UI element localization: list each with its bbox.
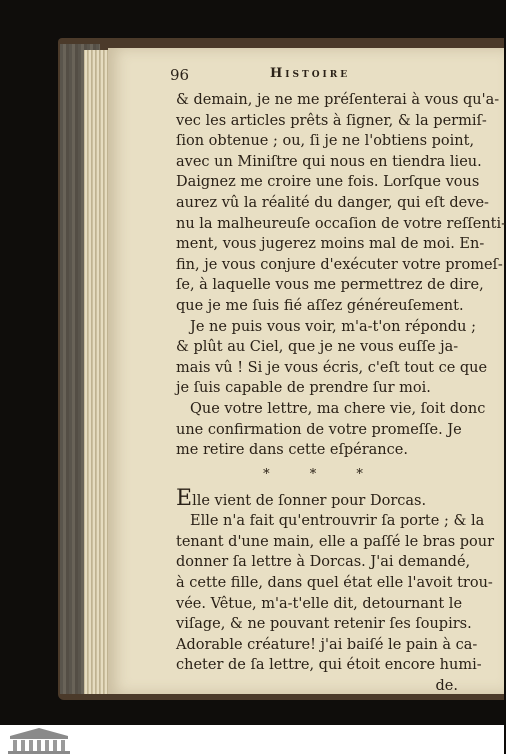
section-separator: * * * — [263, 466, 381, 482]
text-line: viſage, & ne pouvant retenir ſes ſoupirs. — [176, 616, 472, 633]
library-building-icon — [4, 726, 74, 754]
body-text — [176, 90, 506, 697]
text-line: me retire dans cette eſpérance. — [176, 442, 408, 459]
text-line: Elle n'a fait qu'entrouvrir ſa porte ; & la — [190, 513, 485, 530]
running-head: Histoire — [270, 66, 351, 81]
text-line: vec les articles prêts à ſigner, & la permiſ- — [176, 112, 487, 129]
text-line: ment, vous jugerez moins mal de moi. En- — [176, 236, 485, 253]
text-line: & demain, je ne me préſenterai à vous qu'a- — [176, 92, 500, 108]
drop-capital: E — [176, 485, 193, 511]
text-line: une confirmation de votre promeſſe. Je — [176, 421, 462, 438]
text-line: fin, je vous conjure d'exécuter votre promeſ- — [176, 256, 503, 273]
viewer-footer-bar — [0, 725, 504, 754]
page-number: 96 — [170, 66, 190, 84]
text-line-rest: lle vient de ſonner pour Dorcas. — [192, 492, 427, 509]
text-line: mais vû ! Si je vous écris, c'eſt tout ce que — [176, 359, 488, 376]
text-line: je ſuis capable de prendre ſur moi. — [176, 380, 431, 397]
text-line: aurez vû la réalité du danger, qui eſt deve- — [176, 194, 489, 211]
text-line: & plût au Ciel, que je ne vous euſſe ja- — [176, 339, 459, 356]
text-line: Adorable créature! j'ai baiſé le pain à ca- — [176, 636, 478, 653]
text-line: donner ſa lettre à Dorcas. J'ai demandé, — [176, 554, 471, 571]
text-line: à cette fille, dans quel état elle l'avoit trou- — [176, 575, 493, 592]
text-line — [176, 485, 458, 512]
text-line: tenant d'une main, elle a paſſé le bras pour — [176, 533, 495, 550]
text-line: Je ne puis vous voir, m'a-t'on répondu ; — [190, 318, 477, 335]
text-line: avec un Miniſtre qui nous en tiendra lieu. — [176, 153, 482, 170]
text-line: vée. Vêtue, m'a-t'elle dit, detournant le — [176, 595, 463, 612]
text-line: ſion obtenue ; ou, ſi je ne l'obtiens point, — [176, 133, 475, 150]
text-line: Que votre lettre, ma chere vie, ſoit donc — [190, 400, 486, 417]
text-line: nu la malheureuſe occaſion de votre reſſenti- — [176, 215, 506, 232]
text-line: que je me ſuis fié aſſez généreuſement. — [176, 297, 464, 314]
catchword: de. — [435, 678, 458, 695]
text-line: Daignez me croire une fois. Lorſque vous — [176, 174, 480, 191]
book-page — [108, 48, 504, 694]
text-line: ſe, à laquelle vous me permettrez de dire, — [176, 277, 484, 294]
page-header — [170, 64, 500, 86]
text-line: cheter de ſa lettre, qui étoit encore humi- — [176, 657, 482, 674]
